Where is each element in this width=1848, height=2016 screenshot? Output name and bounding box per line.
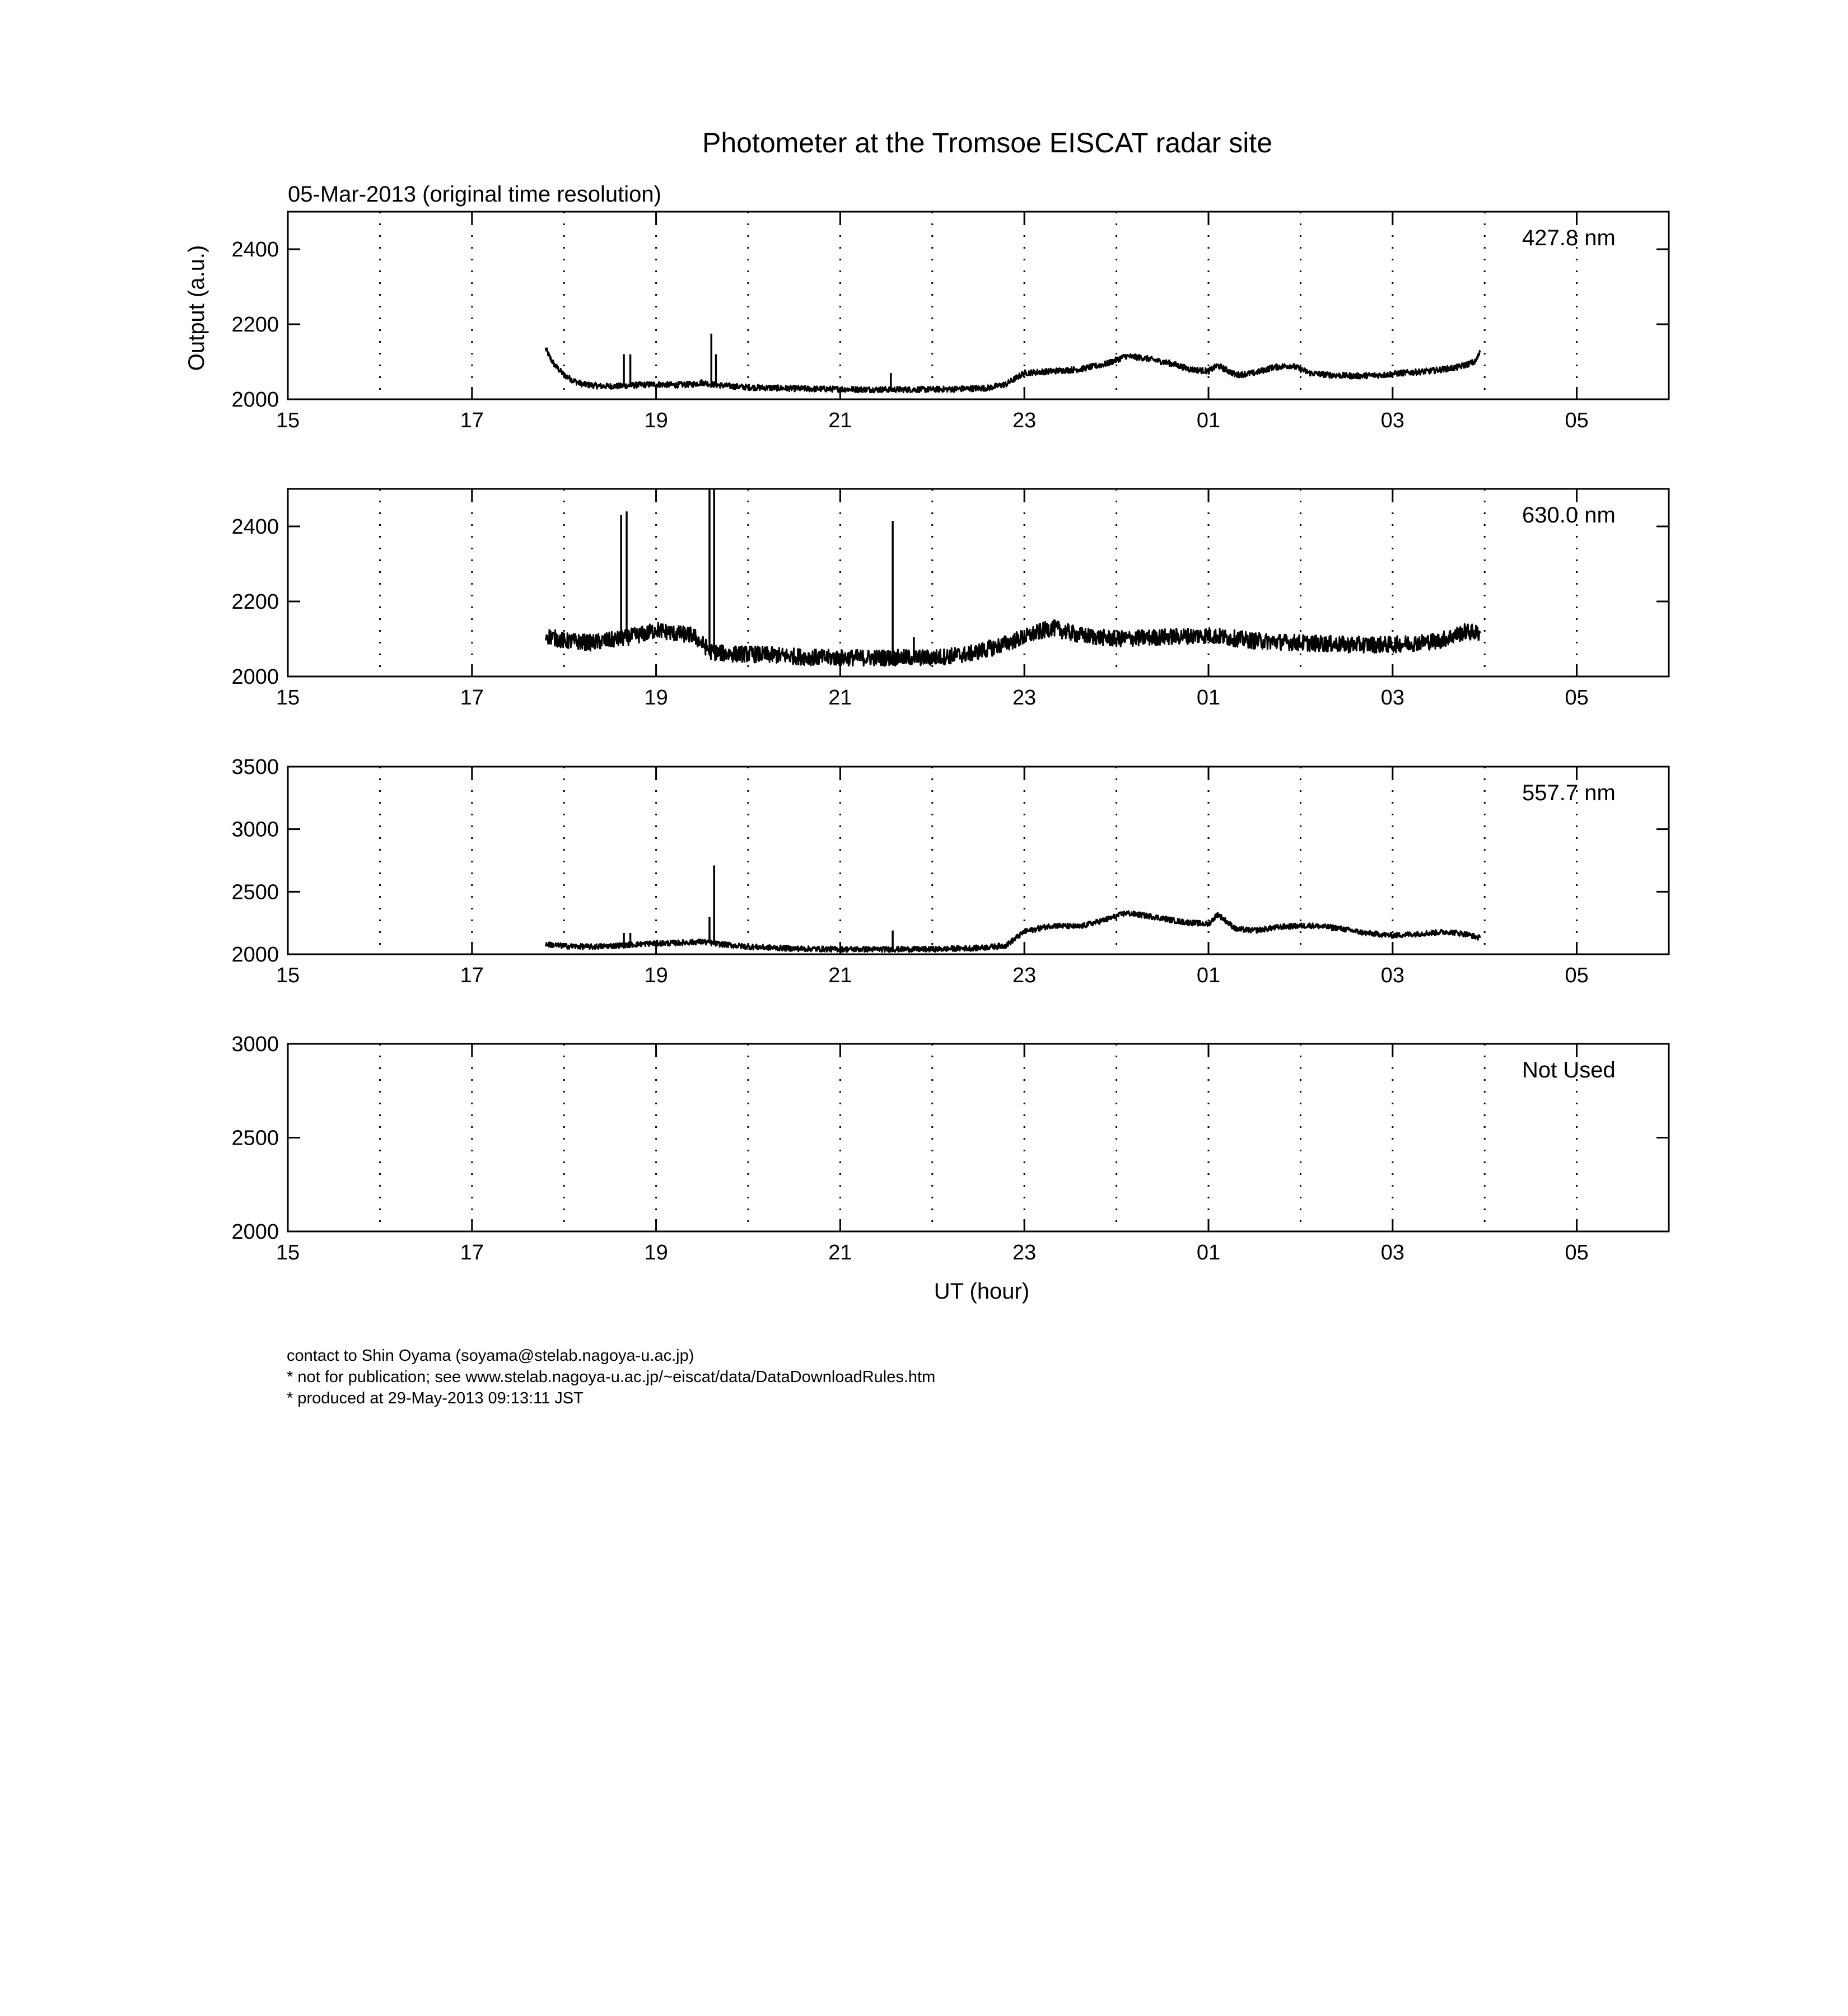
footer-contact: contact to Shin Oyama (soyama@stelab.nagoya-u.ac.jp) <box>287 1347 694 1365</box>
axes-frame <box>288 767 1669 954</box>
x-tick-label: 03 <box>1380 686 1404 710</box>
x-tick-label: 01 <box>1196 964 1221 987</box>
y-tick-label: 3500 <box>231 755 279 779</box>
y-tick-label: 2500 <box>231 1126 279 1150</box>
x-tick-label: 23 <box>1012 964 1037 987</box>
x-tick-label: 19 <box>644 964 668 987</box>
x-axis-label: UT (hour) <box>934 1279 1030 1304</box>
y-tick-label: 2200 <box>231 590 279 614</box>
x-tick-label: 17 <box>460 964 484 987</box>
y-tick-label: 2000 <box>231 388 279 412</box>
x-tick-label: 01 <box>1196 1241 1221 1264</box>
x-tick-label: 23 <box>1012 686 1037 710</box>
y-tick-label: 3000 <box>231 1033 279 1056</box>
x-tick-label: 15 <box>276 964 300 987</box>
y-tick-label: 2200 <box>231 313 279 337</box>
axes-frame <box>288 212 1669 399</box>
x-tick-label: 21 <box>828 409 852 432</box>
x-tick-label: 03 <box>1380 409 1404 432</box>
x-tick-label: 15 <box>276 1241 300 1264</box>
data-trace <box>545 911 1480 952</box>
channel-label: 630.0 nm <box>1522 503 1616 528</box>
y-tick-label: 2400 <box>231 238 279 262</box>
y-tick-label: 2000 <box>231 1220 279 1244</box>
x-tick-label: 01 <box>1196 409 1221 432</box>
x-tick-label: 05 <box>1565 686 1589 710</box>
axes-frame <box>288 1044 1669 1231</box>
x-tick-label: 17 <box>460 1241 484 1264</box>
channel-label: 557.7 nm <box>1522 781 1616 805</box>
x-tick-label: 05 <box>1565 964 1589 987</box>
figure-subtitle: 05-Mar-2013 (original time resolution) <box>288 182 661 207</box>
panel-3 <box>231 755 1669 987</box>
y-tick-label: 2500 <box>231 880 279 904</box>
x-tick-label: 17 <box>460 409 484 432</box>
figure-title: Photometer at the Tromsoe EISCAT radar site <box>702 127 1273 158</box>
y-tick-label: 2000 <box>231 943 279 967</box>
x-tick-label: 19 <box>644 686 668 710</box>
x-tick-label: 23 <box>1012 1241 1037 1264</box>
data-trace <box>545 348 1480 393</box>
x-tick-label: 19 <box>644 1241 668 1264</box>
x-tick-label: 03 <box>1380 1241 1404 1264</box>
x-tick-label: 21 <box>828 1241 852 1264</box>
x-tick-label: 15 <box>276 686 300 710</box>
channel-label: Not Used <box>1522 1058 1616 1082</box>
panel-1 <box>231 212 1669 432</box>
x-tick-label: 05 <box>1565 1241 1589 1264</box>
panel-4 <box>231 1033 1669 1264</box>
y-tick-label: 2000 <box>231 665 279 689</box>
x-tick-label: 15 <box>276 409 300 432</box>
footer-notes <box>287 1345 935 1409</box>
x-tick-label: 21 <box>828 964 852 987</box>
panels <box>231 212 1669 1264</box>
x-tick-label: 19 <box>644 409 668 432</box>
footer-produced: * produced at 29-May-2013 09:13:11 JST <box>287 1389 584 1407</box>
x-tick-label: 01 <box>1196 686 1221 710</box>
x-tick-label: 05 <box>1565 409 1589 432</box>
x-tick-label: 21 <box>828 686 852 710</box>
y-tick-label: 3000 <box>231 818 279 842</box>
panel-2 <box>231 489 1669 710</box>
x-tick-label: 17 <box>460 686 484 710</box>
channel-label: 427.8 nm <box>1522 226 1616 250</box>
y-axis-label: Output (a.u.) <box>184 245 209 371</box>
data-trace <box>545 620 1480 666</box>
footer-rules: * not for publication; see www.stelab.nagoya-u.ac.jp/~eiscat/data/DataDownloadRules.htm <box>287 1368 936 1386</box>
x-tick-label: 23 <box>1012 409 1037 432</box>
y-tick-label: 2400 <box>231 515 279 539</box>
x-tick-label: 03 <box>1380 964 1404 987</box>
